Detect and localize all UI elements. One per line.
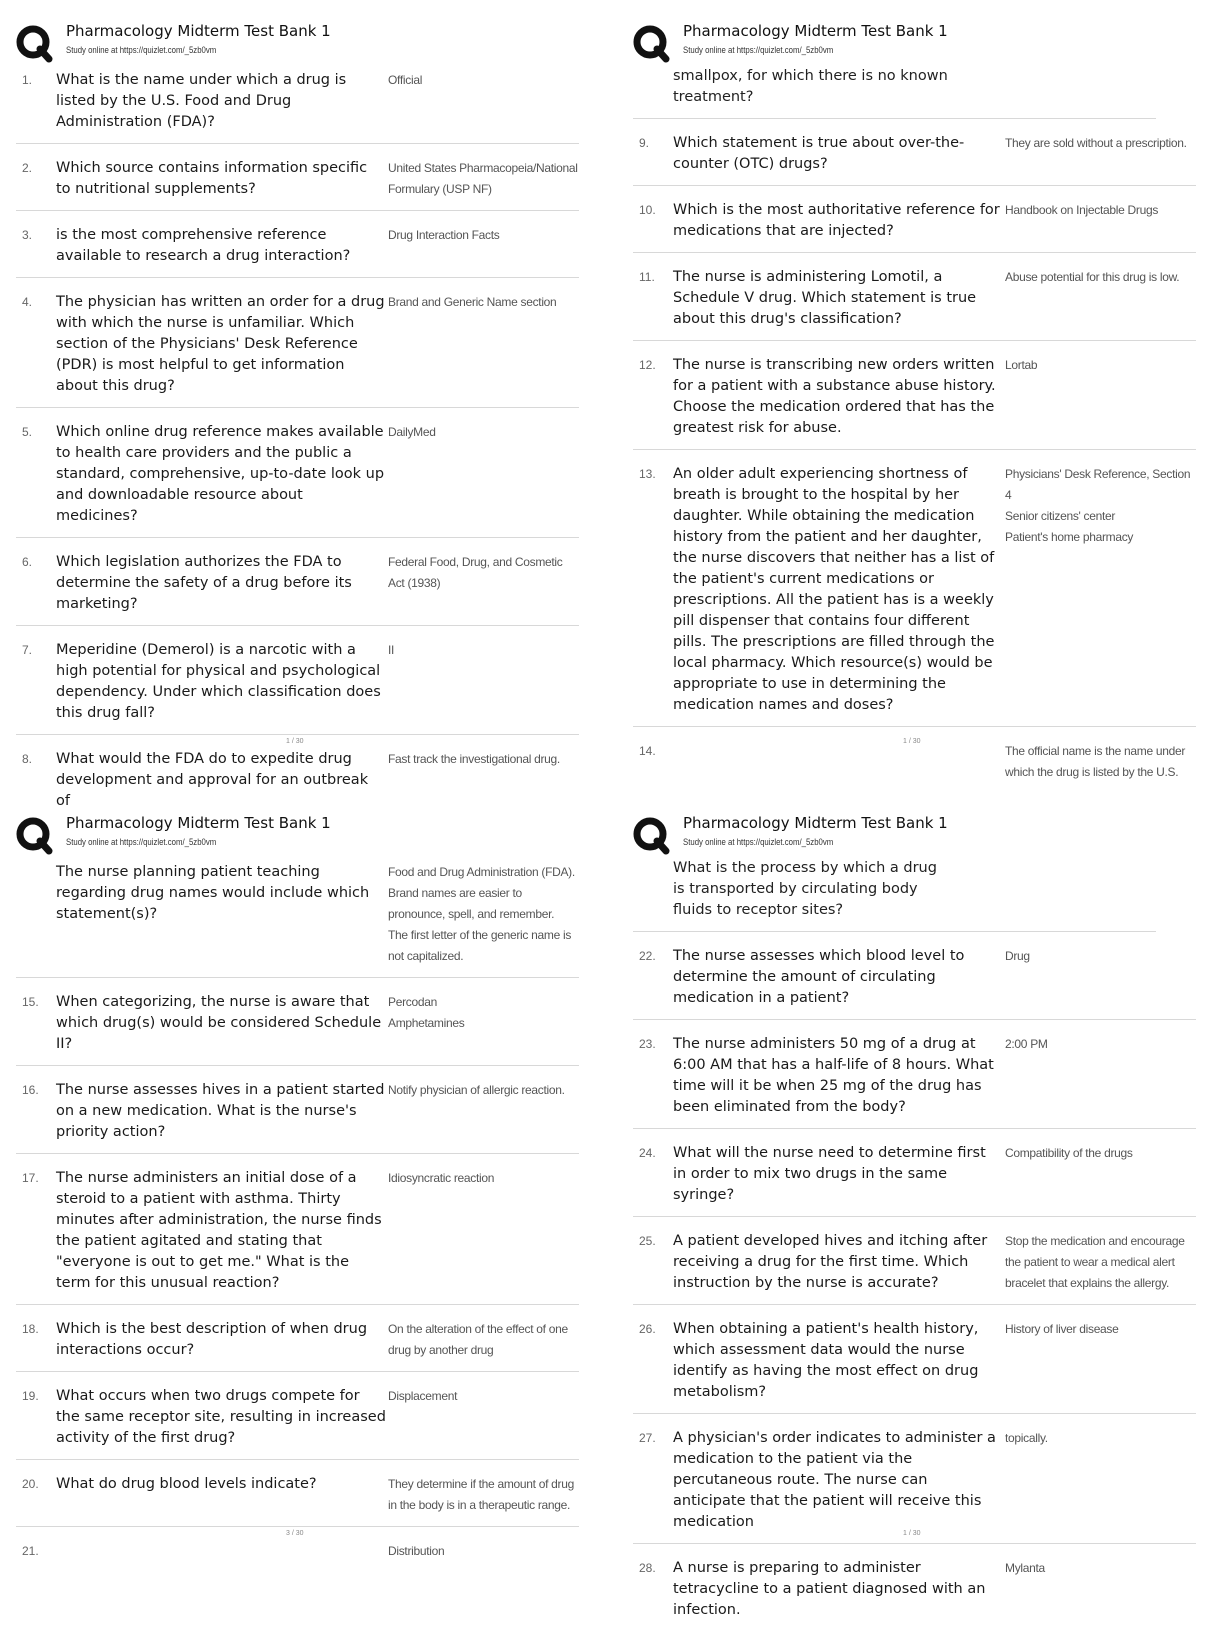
- question-number: 28.: [639, 1561, 656, 1575]
- answer-line: On the alteration of the effect of one drug by another drug: [388, 1322, 568, 1357]
- question-text: Meperidine (Demerol) is a narcotic with a high potential for physical and psychological dependency. Under which classification does this drug fall?: [56, 642, 381, 721]
- answer-line: topically.: [1005, 1431, 1048, 1445]
- doc-subtitle: Study online at https://quizlet.com/_5zb0vm: [683, 837, 834, 848]
- answer-line: Federal Food, Drug, and Cosmetic Act (1938): [388, 555, 563, 590]
- answer-line: Displacement: [388, 1389, 458, 1403]
- question-row: [633, 1424, 1196, 1544]
- answer-text: [386, 749, 579, 812]
- question-text: What would the FDA do to expedite drug development and approval for an outbreak of: [56, 751, 369, 809]
- question-text: A patient developed hives and itching after receiving a drug for the first time. Which instruction by the nurse is accurate?: [673, 1233, 988, 1291]
- answer-line: History of liver disease: [1005, 1322, 1119, 1336]
- answer-text: [1003, 1558, 1196, 1621]
- question-text: Which is the best description of when drug interactions occur?: [56, 1321, 368, 1358]
- continued-question-text: smallpox, for which there is no known treatment?: [633, 66, 1156, 119]
- page-1: [16, 18, 596, 809]
- answer-line: Physicians' Desk Reference, Section 4: [1005, 467, 1191, 502]
- question-number: 15.: [22, 995, 39, 1009]
- doc-title: Pharmacology Midterm Test Bank 1: [66, 814, 331, 832]
- answer-text: [386, 70, 579, 133]
- page-4: [633, 810, 1213, 1618]
- question-number: 4.: [22, 295, 33, 309]
- answer-line: The first letter of the generic name is not capitalized.: [388, 928, 572, 963]
- question-number: 9.: [639, 136, 650, 150]
- question-row: [16, 1315, 579, 1372]
- question-number: 20.: [22, 1477, 39, 1491]
- continued-question-text: What is the process by which a drug is transported by circulating body fluids to receptor sites?: [633, 858, 1156, 932]
- answer-line: Idiosyncratic reaction: [388, 1171, 495, 1185]
- question-text: The physician has written an order for a drug with which the nurse is unfamiliar. Which section of the Physicians' Desk Reference (PDR) is most helpful to get information about this drug?: [56, 294, 385, 394]
- question-text: [56, 1541, 386, 1562]
- page-number: 1 / 30: [903, 738, 921, 745]
- answer-line: Amphetamines: [388, 1016, 465, 1030]
- question-text: The nurse assesses hives in a patient started on a new medication. What is the nurse's priority action?: [56, 1082, 385, 1140]
- question-text: Which is the most authoritative reference for medications that are injected?: [673, 202, 1000, 239]
- question-number: 16.: [22, 1083, 39, 1097]
- question-text: What will the nurse need to determine first in order to mix two drugs in the same syringe?: [673, 1145, 986, 1203]
- answer-line: Drug: [1005, 949, 1030, 963]
- question-row: [633, 1139, 1196, 1217]
- question-row: [633, 129, 1196, 186]
- question-text: The nurse is administering Lomotil, a Schedule V drug. Which statement is true about this drug's classification?: [673, 269, 977, 327]
- question-text: The nurse assesses which blood level to determine the amount of circulating medication in a patient?: [673, 948, 965, 1006]
- question-number: 12.: [639, 358, 656, 372]
- question-row: [633, 1554, 1196, 1631]
- answer-line: Official: [388, 73, 423, 87]
- doc-subtitle: Study online at https://quizlet.com/_5zb0vm: [683, 45, 834, 56]
- question-number: 5.: [22, 425, 33, 439]
- answer-text: [1003, 1319, 1196, 1403]
- question-row: [633, 942, 1196, 1020]
- question-text: The nurse is transcribing new orders written for a patient with a substance abuse history. Choose the medication ordered that has the greatest risk for abuse.: [673, 357, 996, 436]
- quizlet-logo-icon: [16, 25, 52, 61]
- answer-line: Brand names are easier to pronounce, spell, and remember.: [388, 886, 555, 921]
- question-text: When categorizing, the nurse is aware that which drug(s) would be considered Schedule II?: [56, 994, 382, 1052]
- answer-text: [1003, 464, 1196, 716]
- answer-text: [1003, 355, 1196, 439]
- question-number: 17.: [22, 1171, 39, 1185]
- answer-text: [386, 1319, 579, 1361]
- answer-line: Stop the medication and encourage the patient to wear a medical alert bracelet that explains the allergy.: [1005, 1234, 1185, 1290]
- doc-title: Pharmacology Midterm Test Bank 1: [683, 22, 948, 40]
- answer-line: Handbook on Injectable Drugs: [1005, 203, 1159, 217]
- answer-text: [1003, 267, 1196, 330]
- question-number: 21.: [22, 1544, 39, 1558]
- question-list: [633, 858, 1196, 1641]
- answer-line: Patient's home pharmacy: [1005, 530, 1134, 544]
- answer-text: [1003, 1428, 1196, 1533]
- question-row: [16, 154, 579, 211]
- answer-text: [386, 292, 579, 397]
- question-row: [16, 1537, 579, 1572]
- question-number: 22.: [639, 949, 656, 963]
- question-text: What do drug blood levels indicate?: [56, 1476, 317, 1492]
- page-2: [633, 18, 1213, 798]
- answer-line: The official name is the name under which the drug is listed by the U.S.: [1005, 744, 1186, 779]
- question-row: [633, 196, 1196, 253]
- question-row: [16, 1076, 579, 1154]
- page-header: [16, 810, 596, 854]
- question-number: [16, 862, 56, 967]
- answer-line: They are sold without a prescription.: [1005, 136, 1187, 150]
- answer-line: Senior citizens' center: [1005, 509, 1116, 523]
- doc-title: Pharmacology Midterm Test Bank 1: [683, 814, 948, 832]
- question-number: 19.: [22, 1389, 39, 1403]
- question-text: What is the name under which a drug is listed by the U.S. Food and Drug Administration (FDA)?: [56, 72, 347, 130]
- answer-text: [386, 1168, 579, 1294]
- question-text: A nurse is preparing to administer tetracycline to a patient diagnosed with an infection.: [673, 1560, 986, 1618]
- question-text: An older adult experiencing shortness of breath is brought to the hospital by her daughter. While obtaining the medication history from the patient and her daughter, the nurse discovers that neither has a list of the patient's current medications or prescriptions. All the patient has is a weekly pill dispenser that contains four different pills. The prescriptions are filled through the local pharmacy. Which resource(s) would be appropriate to use in determining the medication names and doses?: [673, 466, 995, 713]
- question-text: A physician's order indicates to administer a medication to the patient via the percutaneous route. The nurse can anticipate that the patient will receive this medication: [673, 1430, 996, 1530]
- answer-text: [386, 225, 579, 267]
- page-number: 3 / 30: [286, 1530, 304, 1537]
- question-row: [16, 636, 579, 735]
- answer-line: Mylanta: [1005, 1561, 1045, 1575]
- answer-line: DailyMed: [388, 425, 436, 439]
- answer-line: Compatibility of the drugs: [1005, 1146, 1133, 1160]
- question-text: is the most comprehensive reference available to research a drug interaction?: [56, 227, 351, 264]
- question-row: [16, 858, 579, 978]
- page-header: [633, 810, 1213, 854]
- answer-text: [386, 1474, 579, 1516]
- question-text: Which source contains information specific to nutritional supplements?: [56, 160, 368, 197]
- answer-line: Notify physician of allergic reaction.: [388, 1083, 565, 1097]
- page-number: 1 / 30: [286, 738, 304, 745]
- question-row: [16, 1382, 579, 1460]
- question-text: The nurse administers an initial dose of a steroid to a patient with asthma. Thirty minutes after administration, the nurse finds the patient agitated and stating that "everyone is out to get me." What is the term for this unusual reaction?: [56, 1170, 382, 1291]
- answer-text: [1003, 946, 1196, 1009]
- page-header: [16, 18, 596, 62]
- question-row: [633, 1315, 1196, 1414]
- question-row: [633, 1030, 1196, 1129]
- answer-text: [1003, 741, 1196, 783]
- question-number: 13.: [639, 467, 656, 481]
- answer-text: [386, 992, 579, 1055]
- doc-subtitle: Study online at https://quizlet.com/_5zb0vm: [66, 45, 217, 56]
- question-text: The nurse administers 50 mg of a drug at 6:00 AM that has a half-life of 8 hours. What time will it be when 25 mg of the drug has been eliminated from the body?: [673, 1036, 994, 1115]
- question-text: Which statement is true about over-the-counter (OTC) drugs?: [673, 135, 965, 172]
- answer-line: They determine if the amount of drug in the body is in a therapeutic range.: [388, 1477, 574, 1512]
- question-number: 24.: [639, 1146, 656, 1160]
- question-number: 7.: [22, 643, 33, 657]
- answer-text: [386, 1080, 579, 1143]
- answer-line: United States Pharmacopeia/National Formulary (USP NF): [388, 161, 578, 196]
- answer-text: [1003, 1034, 1196, 1118]
- question-number: 25.: [639, 1234, 656, 1248]
- answer-line: Fast track the investigational drug.: [388, 752, 560, 766]
- question-number: 18.: [22, 1322, 39, 1336]
- answer-line: Lortab: [1005, 358, 1038, 372]
- question-text: The nurse planning patient teaching regarding drug names would include which statement(s)?: [56, 864, 370, 922]
- answer-text: [386, 422, 579, 527]
- answer-text: [1003, 200, 1196, 242]
- question-number: 3.: [22, 228, 33, 242]
- question-list: [16, 66, 579, 832]
- question-list: [16, 858, 579, 1582]
- question-row: [16, 988, 579, 1066]
- question-number: 26.: [639, 1322, 656, 1336]
- question-text: What occurs when two drugs compete for the same receptor site, resulting in increased activity of the first drug?: [56, 1388, 386, 1446]
- answer-text: [386, 640, 579, 724]
- question-row: [16, 221, 579, 278]
- question-row: [633, 460, 1196, 727]
- answer-text: [1003, 1231, 1196, 1294]
- quizlet-logo-icon: [633, 25, 669, 61]
- answer-line: Abuse potential for this drug is low.: [1005, 270, 1180, 284]
- question-row: [16, 418, 579, 538]
- question-row: [633, 263, 1196, 341]
- question-list: [633, 66, 1196, 803]
- question-number: 14.: [639, 744, 656, 758]
- question-number: 10.: [639, 203, 656, 217]
- answer-text: [386, 862, 579, 967]
- question-text: Which legislation authorizes the FDA to determine the safety of a drug before its marketing?: [56, 554, 352, 612]
- answer-text: [386, 1386, 579, 1449]
- question-text: [673, 741, 1003, 783]
- answer-line: Distribution: [388, 1544, 445, 1558]
- answer-text: [1003, 133, 1196, 175]
- page-3: [16, 810, 596, 1590]
- answer-line: II: [388, 643, 395, 657]
- question-row: [16, 66, 579, 144]
- question-number: 2.: [22, 161, 33, 175]
- page-header: [633, 18, 1213, 62]
- question-row: [633, 1227, 1196, 1305]
- answer-text: [386, 158, 579, 200]
- answer-text: [386, 552, 579, 615]
- question-row: [633, 351, 1196, 450]
- question-number: 6.: [22, 555, 33, 569]
- question-number: 27.: [639, 1431, 656, 1445]
- question-number: 23.: [639, 1037, 656, 1051]
- question-row: [16, 548, 579, 626]
- question-number: 8.: [22, 752, 33, 766]
- doc-subtitle: Study online at https://quizlet.com/_5zb0vm: [66, 837, 217, 848]
- answer-line: Food and Drug Administration (FDA).: [388, 865, 575, 879]
- quizlet-logo-icon: [633, 817, 669, 853]
- answer-line: Brand and Generic Name section: [388, 295, 557, 309]
- quizlet-logo-icon: [16, 817, 52, 853]
- answer-text: [386, 1541, 579, 1562]
- question-text: When obtaining a patient's health history, which assessment data would the nurse identify as having the most effect on drug metabolism?: [673, 1321, 979, 1400]
- question-text: Which online drug reference makes available to health care providers and the public a standard, comprehensive, up-to-date look up and downloadable resource about medicines?: [56, 424, 385, 524]
- answer-line: Percodan: [388, 995, 437, 1009]
- question-number: 1.: [22, 73, 33, 87]
- doc-title: Pharmacology Midterm Test Bank 1: [66, 22, 331, 40]
- question-row: [16, 288, 579, 408]
- question-row: [633, 737, 1196, 793]
- answer-line: 2:00 PM: [1005, 1037, 1048, 1051]
- answer-line: Drug Interaction Facts: [388, 228, 500, 242]
- question-row: [16, 1470, 579, 1527]
- question-number: 11.: [639, 270, 655, 284]
- page-number: 1 / 30: [903, 1530, 921, 1537]
- answer-text: [1003, 1143, 1196, 1206]
- question-row: [16, 1164, 579, 1305]
